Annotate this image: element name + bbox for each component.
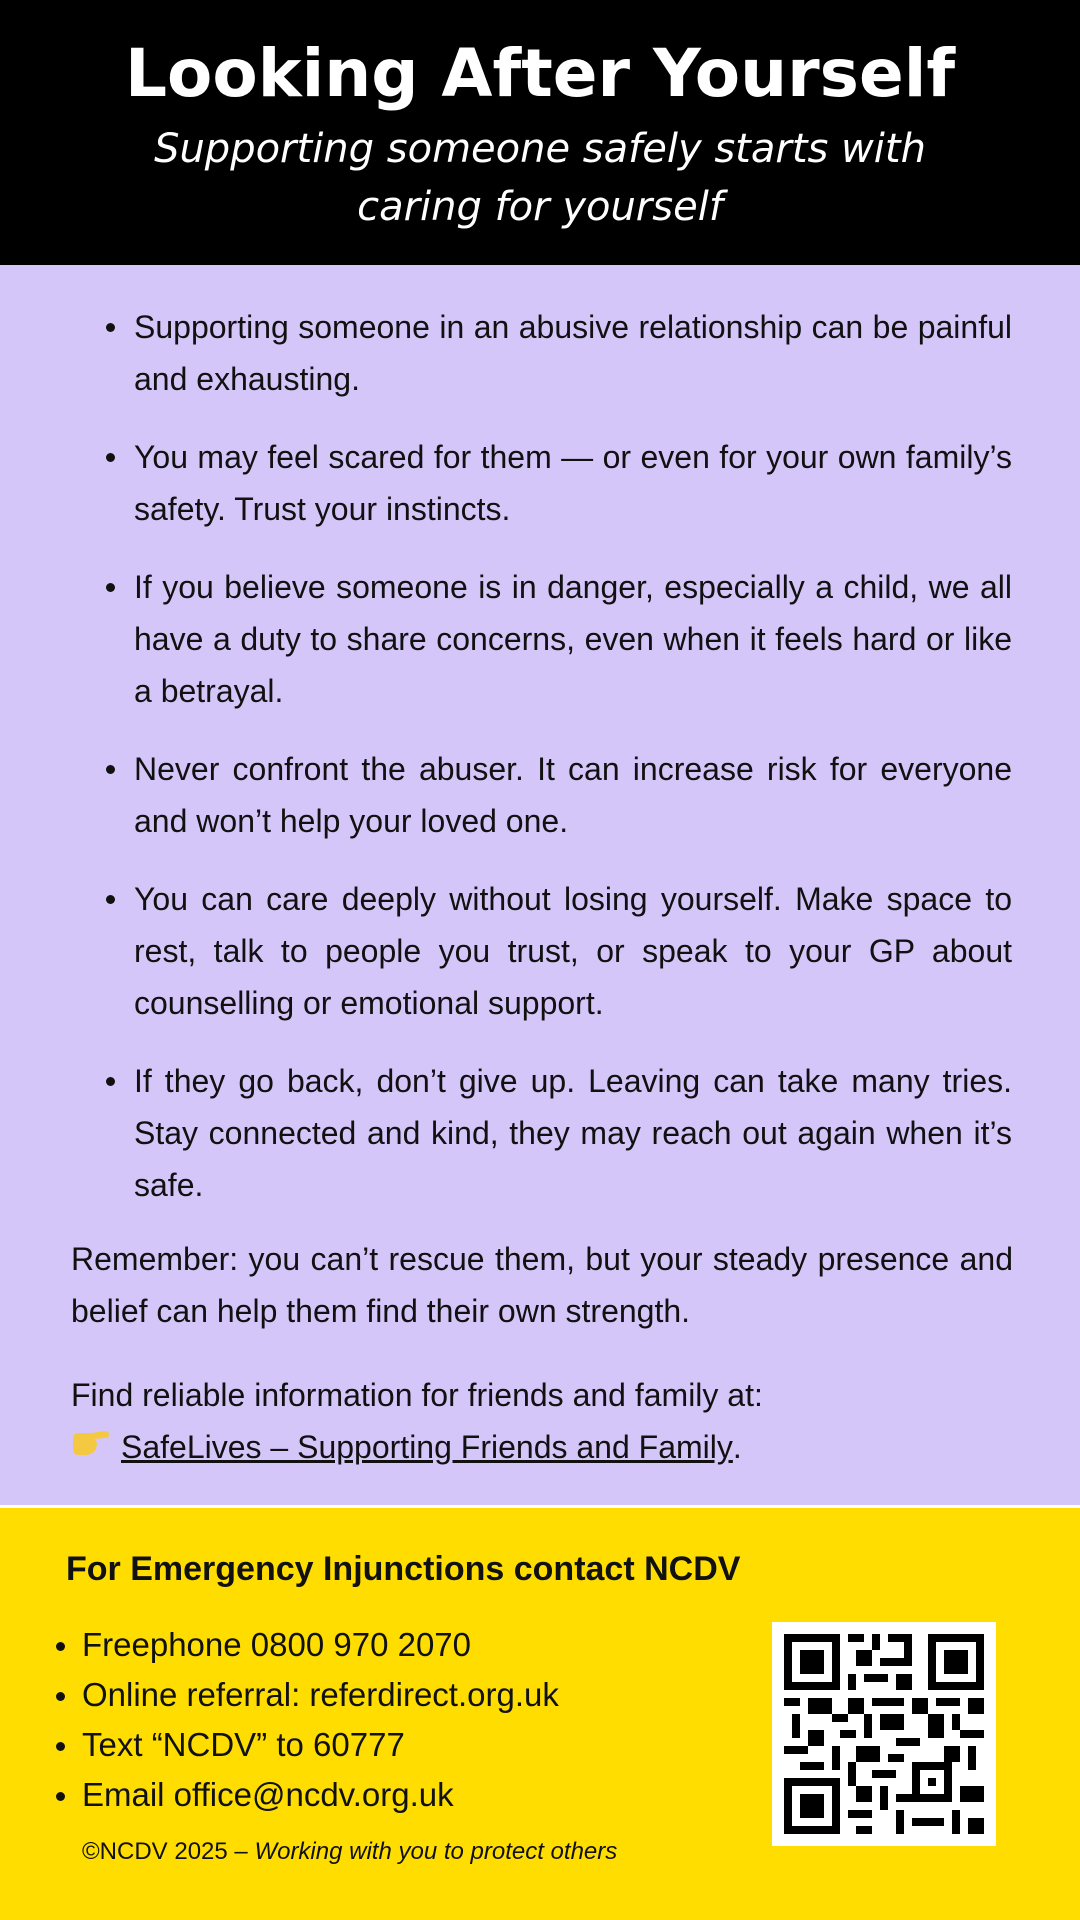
contact-item — [82, 1670, 722, 1720]
contact-item — [82, 1620, 722, 1670]
advice-text: If you believe someone is in danger, especially a child, we all have a duty to share concerns, even when it feels hard or like a betrayal. — [134, 569, 1012, 709]
bullet-icon — [106, 453, 115, 462]
page-title: Looking After Yourself — [124, 35, 956, 112]
advice-item — [134, 301, 1012, 405]
link-trailing-period: . — [732, 1429, 742, 1465]
advice-text: You may feel scared for them — or even for your own family’s safety. Trust your instincts. — [134, 439, 1012, 527]
bullet-icon — [106, 323, 115, 332]
contact-item — [82, 1720, 722, 1770]
contact-freephone: Freephone 0800 970 2070 — [82, 1626, 472, 1663]
advice-item — [134, 431, 1012, 535]
bullet-icon — [106, 895, 115, 904]
contact-list — [82, 1620, 722, 1820]
tagline-text: Working with you to protect others — [254, 1838, 618, 1865]
advice-text: You can care deeply without losing yourself. Make space to rest, talk to people you trust, or speak to your GP about counselling or emotional support. — [134, 881, 1012, 1021]
contact-text: Text “NCDV” to 60777 — [82, 1726, 405, 1763]
bullet-icon — [56, 1792, 65, 1801]
bullet-icon — [106, 765, 115, 774]
copyright-text: ©NCDV 2025 – — [82, 1838, 248, 1865]
main-content — [0, 265, 1080, 1505]
copyright-line — [82, 1838, 617, 1866]
advice-item — [134, 873, 1012, 1029]
footer-panel — [0, 1508, 1080, 1920]
bullet-icon — [56, 1692, 65, 1701]
advice-text: Never confront the abuser. It can increase risk for everyone and won’t help your loved one. — [134, 751, 1012, 839]
advice-item — [134, 1055, 1012, 1211]
bullet-icon — [106, 583, 115, 592]
header-banner — [0, 0, 1080, 265]
advice-text: If they go back, don’t give up. Leaving can take many tries. Stay connected and kind, they may reach out again when it’s safe. — [134, 1063, 1012, 1203]
bullet-icon — [56, 1742, 65, 1751]
footer-title: For Emergency Injunctions contact NCDV — [66, 1550, 741, 1588]
find-info-section — [71, 1369, 1013, 1473]
advice-list — [134, 301, 1012, 1237]
contact-online-referral: Online referral: referdirect.org.uk — [82, 1676, 559, 1713]
find-info-text: Find reliable information for friends and family at: — [71, 1377, 763, 1413]
page-subtitle: Supporting someone safely starts with caring for yourself — [154, 126, 926, 230]
qr-code-icon[interactable] — [772, 1622, 996, 1846]
advice-item — [134, 743, 1012, 847]
contact-item — [82, 1770, 722, 1820]
remember-paragraph: Remember: you can’t rescue them, but your steady presence and belief can help them find their own strength. — [71, 1241, 1013, 1329]
bullet-icon — [56, 1642, 65, 1651]
bullet-icon — [106, 1077, 115, 1086]
link-row — [71, 1421, 1013, 1473]
safelives-link[interactable]: SafeLives – Supporting Friends and Family — [121, 1429, 733, 1465]
advice-item — [134, 561, 1012, 717]
contact-email: Email office@ncdv.org.uk — [82, 1776, 454, 1813]
advice-text: Supporting someone in an abusive relationship can be painful and exhausting. — [134, 309, 1012, 397]
pointing-hand-icon — [71, 1421, 121, 1473]
